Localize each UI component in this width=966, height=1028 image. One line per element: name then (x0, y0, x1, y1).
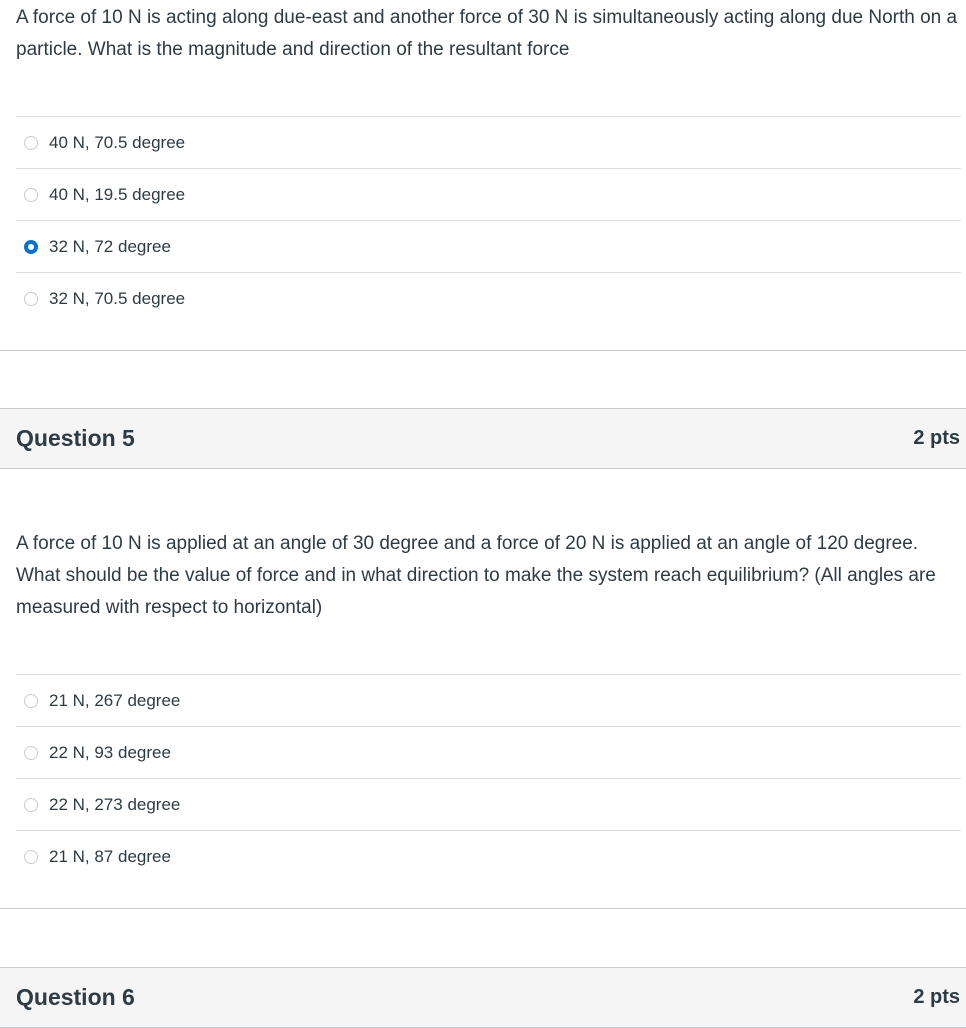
answer-label: 22 N, 93 degree (49, 742, 171, 762)
answer-label: 40 N, 70.5 degree (49, 132, 186, 152)
answer-option-selected[interactable] (16, 220, 961, 272)
answer-option[interactable] (16, 272, 961, 324)
radio-button[interactable] (24, 136, 38, 150)
answer-label: 32 N, 70.5 degree (49, 288, 186, 308)
radio-button-selected[interactable] (24, 240, 38, 254)
radio-button[interactable] (24, 188, 38, 202)
answer-option[interactable] (16, 778, 961, 830)
answer-label: 21 N, 87 degree (49, 846, 171, 866)
question-4-answers (16, 116, 961, 324)
question-points: 2 pts (913, 986, 960, 1008)
radio-button[interactable] (24, 850, 38, 864)
question-divider (0, 908, 966, 909)
question-title: Question 6 (16, 984, 135, 1010)
answer-option[interactable] (16, 674, 961, 726)
question-4-text: A force of 10 N is acting along due-east and another force of 30 N is simultaneously acting along due North on a particle. What is the magnitude and direction of the resultant force (16, 7, 958, 60)
answer-option[interactable] (16, 116, 961, 168)
answer-option[interactable] (16, 830, 961, 882)
question-5-header (0, 408, 966, 469)
answer-label: 21 N, 267 degree (49, 690, 181, 710)
question-5-answers (16, 674, 961, 882)
answer-label: 22 N, 273 degree (49, 794, 181, 814)
answer-option[interactable] (16, 726, 961, 778)
question-5-text: A force of 10 N is applied at an angle of 30 degree and a force of 20 N is applied at an angle of 120 degree. What should be the value of force and in what direction to make the system reach equilibrium? (All angles are measured with respect to horizontal) (16, 533, 936, 618)
question-title: Question 5 (16, 425, 135, 451)
radio-button[interactable] (24, 292, 38, 306)
answer-option[interactable] (16, 168, 961, 220)
question-points: 2 pts (913, 427, 960, 449)
answer-label: 40 N, 19.5 degree (49, 184, 186, 204)
radio-button[interactable] (24, 798, 38, 812)
radio-button[interactable] (24, 694, 38, 708)
answer-label: 32 N, 72 degree (49, 236, 171, 256)
question-divider (0, 350, 966, 351)
radio-button[interactable] (24, 746, 38, 760)
question-6-header (0, 967, 966, 1028)
